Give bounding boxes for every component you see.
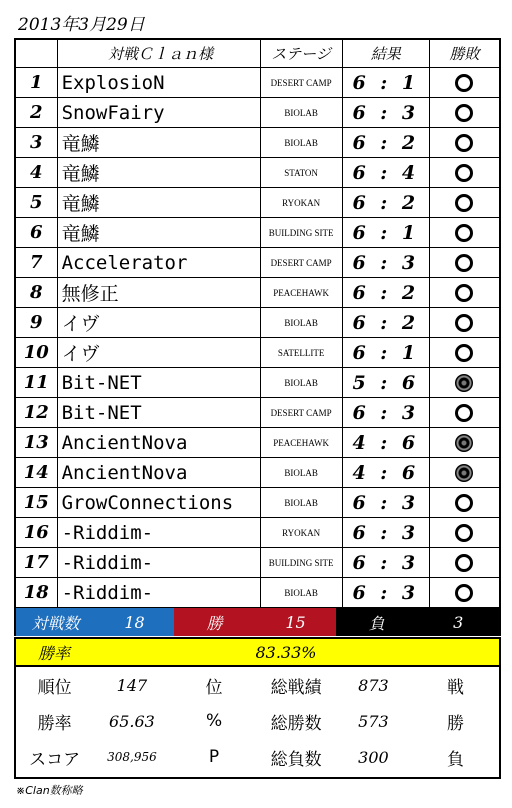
rate-value: 65.63: [109, 711, 155, 731]
match-score: 6 : 4: [342, 158, 429, 188]
match-score: 6 : 2: [342, 128, 429, 158]
win-circle-icon: [455, 164, 473, 182]
rank-value: 147: [116, 675, 148, 695]
match-stage: BIOLAB: [260, 488, 342, 518]
match-clan: SnowFairy: [57, 98, 260, 128]
footnote: ※Clan数称略: [16, 784, 83, 797]
match-score: 6 : 3: [342, 98, 429, 128]
match-clan: GrowConnections: [57, 488, 260, 518]
table-header-row: [15, 39, 500, 68]
overall-stats: [14, 667, 501, 779]
win-circle-icon: [455, 194, 473, 212]
stats-row-rate: [16, 703, 499, 739]
table-row: [15, 218, 500, 248]
match-stage: BIOLAB: [260, 98, 342, 128]
match-number: 6: [15, 218, 57, 248]
match-result: [429, 578, 500, 608]
match-clan: ExplosioN: [57, 68, 260, 98]
summary-wins: [174, 608, 336, 636]
score-unit: P: [208, 747, 220, 767]
match-score: 6 : 1: [342, 68, 429, 98]
match-score: 4 : 6: [342, 428, 429, 458]
match-clan: 竜鱗: [57, 218, 260, 248]
match-result: [429, 218, 500, 248]
rate-unit: %: [205, 711, 223, 731]
win-circle-icon: [455, 104, 473, 122]
match-number: 17: [15, 548, 57, 578]
match-stage: BUILDING SITE: [260, 218, 342, 248]
win-circle-icon: [455, 404, 473, 422]
match-stage: BUILDING SITE: [260, 548, 342, 578]
win-rate-bar: [14, 637, 501, 667]
table-row: [15, 518, 500, 548]
match-result: [429, 98, 500, 128]
match-result: [429, 338, 500, 368]
table-row: [15, 338, 500, 368]
total-wins-unit: 勝: [447, 713, 465, 734]
win-circle-icon: [455, 284, 473, 302]
loss-circle-icon: [455, 464, 473, 482]
match-number: 2: [15, 98, 57, 128]
match-number: 18: [15, 578, 57, 608]
match-stage: DESERT CAMP: [260, 398, 342, 428]
match-number: 5: [15, 188, 57, 218]
win-circle-icon: [455, 494, 473, 512]
table-row: [15, 278, 500, 308]
match-result: [429, 128, 500, 158]
win-circle-icon: [455, 344, 473, 362]
table-row: [15, 308, 500, 338]
match-score: 4 : 6: [342, 458, 429, 488]
table-row: [15, 98, 500, 128]
header-score: 結果: [342, 39, 429, 68]
table-row: [15, 578, 500, 608]
match-result: [429, 188, 500, 218]
match-score: 6 : 1: [342, 218, 429, 248]
match-number: 16: [15, 518, 57, 548]
match-number: 3: [15, 128, 57, 158]
summary-bar: [14, 608, 501, 636]
match-number: 12: [15, 398, 57, 428]
table-row: [15, 158, 500, 188]
match-result: [429, 278, 500, 308]
score-label: スコア: [29, 749, 81, 770]
match-score: 6 : 2: [342, 278, 429, 308]
header-number: [15, 39, 57, 68]
match-stage: STATON: [260, 158, 342, 188]
table-row: [15, 68, 500, 98]
match-number: 10: [15, 338, 57, 368]
match-result: [429, 68, 500, 98]
match-clan: -Riddim-: [57, 578, 260, 608]
match-clan: 無修正: [57, 278, 260, 308]
total-unit: 戦: [447, 677, 465, 698]
match-result: [429, 548, 500, 578]
win-rate-value: 83.33%: [255, 642, 317, 662]
match-stage: DESERT CAMP: [260, 248, 342, 278]
match-score: 6 : 3: [342, 248, 429, 278]
table-row: [15, 398, 500, 428]
stats-row-score: [16, 739, 499, 775]
total-value: 873: [358, 675, 389, 695]
win-circle-icon: [455, 254, 473, 272]
match-clan: イヴ: [57, 308, 260, 338]
summary-losses-value: 3: [453, 612, 464, 632]
win-circle-icon: [455, 74, 473, 92]
header-stage: ステージ: [260, 39, 342, 68]
rank-label: 順位: [37, 677, 72, 698]
match-result: [429, 158, 500, 188]
total-losses-value: 300: [358, 747, 389, 767]
match-clan: 竜鱗: [57, 158, 260, 188]
match-clan: AncientNova: [57, 458, 260, 488]
loss-circle-icon: [455, 434, 473, 452]
rate-label: 勝率: [37, 713, 72, 734]
match-number: 4: [15, 158, 57, 188]
table-row: [15, 548, 500, 578]
score-value: 308,956: [107, 750, 157, 764]
table-row: [15, 368, 500, 398]
summary-losses-label: 負: [368, 613, 385, 633]
match-score: 6 : 3: [342, 398, 429, 428]
total-losses-unit: 負: [447, 749, 465, 770]
report-date: 2013年3月29日: [18, 15, 145, 35]
total-wins-label: 総勝数: [270, 713, 322, 734]
match-results-table: [14, 38, 501, 608]
match-stage: BIOLAB: [260, 578, 342, 608]
match-score: 5 : 6: [342, 368, 429, 398]
match-number: 1: [15, 68, 57, 98]
match-clan: -Riddim-: [57, 548, 260, 578]
total-label: 総戦績: [270, 677, 322, 698]
header-clan: 対戦Ｃｌａｎ様: [57, 39, 260, 68]
match-stage: BIOLAB: [260, 128, 342, 158]
match-result: [429, 428, 500, 458]
match-clan: イヴ: [57, 338, 260, 368]
match-result: [429, 518, 500, 548]
match-number: 14: [15, 458, 57, 488]
match-number: 15: [15, 488, 57, 518]
match-clan: -Riddim-: [57, 518, 260, 548]
table-row: [15, 128, 500, 158]
summary-losses: [336, 608, 499, 636]
win-circle-icon: [455, 524, 473, 542]
match-stage: PEACEHAWK: [260, 278, 342, 308]
summary-matches: [16, 608, 174, 636]
table-row: [15, 248, 500, 278]
loss-circle-icon: [455, 374, 473, 392]
match-result: [429, 248, 500, 278]
match-number: 7: [15, 248, 57, 278]
match-number: 13: [15, 428, 57, 458]
match-stage: BIOLAB: [260, 308, 342, 338]
match-stage: BIOLAB: [260, 458, 342, 488]
match-clan: 竜鱗: [57, 128, 260, 158]
match-result: [429, 308, 500, 338]
win-rate-label: 勝率: [38, 643, 71, 663]
table-row: [15, 428, 500, 458]
match-result: [429, 488, 500, 518]
summary-matches-value: 18: [124, 612, 145, 632]
table-row: [15, 188, 500, 218]
match-clan: Accelerator: [57, 248, 260, 278]
match-result: [429, 398, 500, 428]
match-score: 6 : 3: [342, 488, 429, 518]
match-stage: RYOKAN: [260, 518, 342, 548]
win-circle-icon: [455, 134, 473, 152]
match-stage: DESERT CAMP: [260, 68, 342, 98]
match-result: [429, 458, 500, 488]
header-result: 勝敗: [429, 39, 500, 68]
win-circle-icon: [455, 554, 473, 572]
stats-row-rank: [16, 667, 499, 703]
match-clan: Bit-NET: [57, 398, 260, 428]
rank-unit: 位: [205, 677, 223, 698]
match-score: 6 : 3: [342, 548, 429, 578]
match-score: 6 : 1: [342, 338, 429, 368]
match-score: 6 : 2: [342, 188, 429, 218]
total-losses-label: 総負数: [270, 749, 322, 770]
match-number: 8: [15, 278, 57, 308]
match-stage: BIOLAB: [260, 368, 342, 398]
match-result: [429, 368, 500, 398]
match-number: 9: [15, 308, 57, 338]
match-score: 6 : 3: [342, 518, 429, 548]
summary-wins-label: 勝: [206, 613, 223, 633]
table-row: [15, 488, 500, 518]
total-wins-value: 573: [358, 711, 389, 731]
match-stage: RYOKAN: [260, 188, 342, 218]
match-stage: PEACEHAWK: [260, 428, 342, 458]
table-row: [15, 458, 500, 488]
match-clan: Bit-NET: [57, 368, 260, 398]
match-score: 6 : 2: [342, 308, 429, 338]
match-rows: [15, 68, 500, 608]
win-circle-icon: [455, 314, 473, 332]
summary-wins-value: 15: [285, 612, 306, 632]
match-number: 11: [15, 368, 57, 398]
win-circle-icon: [455, 584, 473, 602]
match-stage: SATELLITE: [260, 338, 342, 368]
match-clan: 竜鱗: [57, 188, 260, 218]
summary-matches-label: 対戦数: [31, 613, 80, 633]
match-clan: AncientNova: [57, 428, 260, 458]
match-score: 6 : 3: [342, 578, 429, 608]
win-circle-icon: [455, 224, 473, 242]
